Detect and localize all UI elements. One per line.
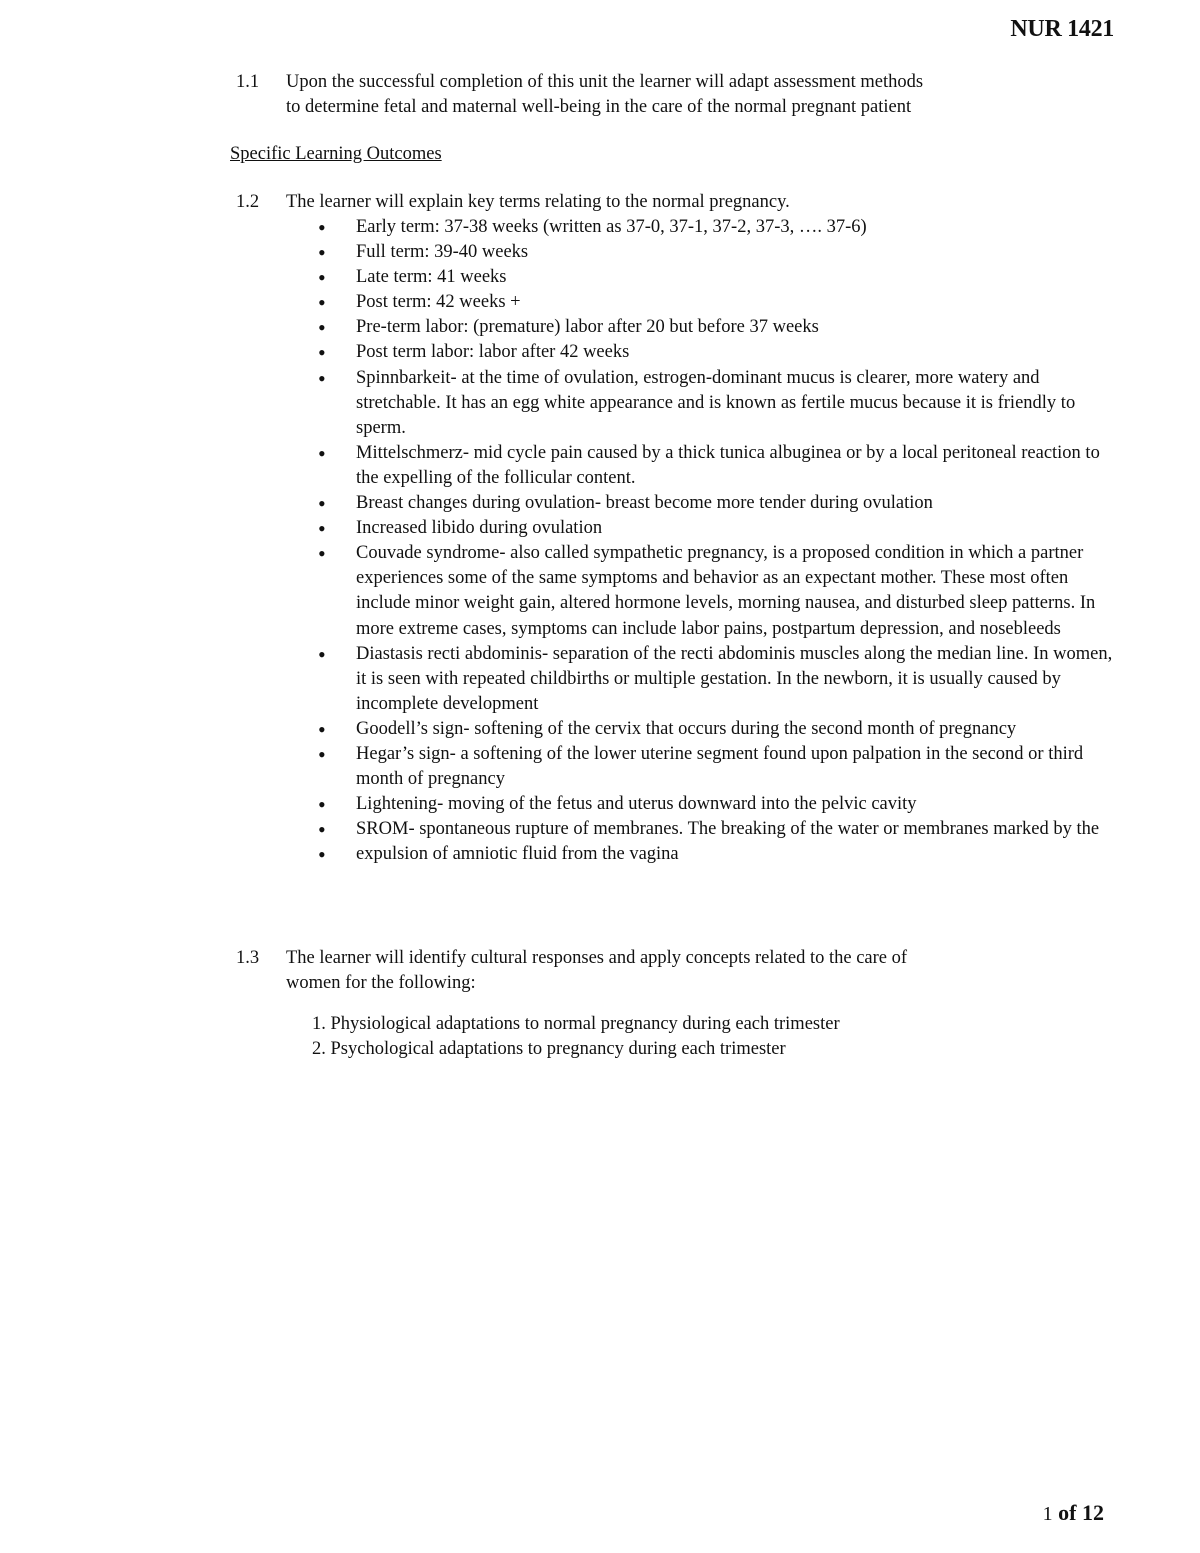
list-item: • Full term: 39-40 weeks [356, 240, 1116, 265]
list-item: • Hegar’s sign- a softening of the lower uterine segment found upon palpation in the second or third month of pregnancy [356, 742, 1116, 792]
key-terms-list [236, 215, 1116, 867]
list-item: 1. Physiological adaptations to normal pregnancy during each trimester [312, 1014, 840, 1034]
page-current: 1 [1042, 1503, 1053, 1525]
list-item: • Post term labor: labor after 42 weeks [356, 340, 1116, 365]
list-item: • Lightening- moving of the fetus and uterus downward into the pelvic cavity [356, 792, 1116, 817]
list-item: • expulsion of amniotic fluid from the vagina [356, 842, 1116, 867]
outcome-text [286, 946, 1116, 996]
page-number [1043, 1500, 1104, 1526]
list-item: • Increased libido during ovulation [356, 516, 1116, 541]
outcome-number: 1.2 [236, 192, 260, 212]
list-item: • Breast changes during ovulation- breast become more tender during ovulation [356, 491, 1116, 516]
outcome-line: The learner will identify cultural responses and apply concepts related to the care of [286, 948, 908, 968]
outcome-1-3 [236, 946, 1116, 1062]
adaptations-list [236, 1012, 1116, 1062]
page-total: of 12 [1058, 1500, 1104, 1525]
outcome-number: 1.1 [236, 72, 260, 92]
list-item: • Goodell’s sign- softening of the cervix that occurs during the second month of pregnancy [356, 717, 1116, 742]
list-item: • Pre-term labor: (premature) labor after 20 but before 37 weeks [356, 315, 1116, 340]
list-item: • Post term: 42 weeks + [356, 290, 1116, 315]
specific-learning-outcomes-heading: Specific Learning Outcomes [230, 144, 442, 164]
outcome-text [286, 70, 1116, 120]
outcome-text: The learner will explain key terms relating to the normal pregnancy. [286, 192, 790, 212]
outcome-line: Upon the successful completion of this unit the learner will adapt assessment methods [286, 72, 924, 92]
outcome-line: to determine fetal and maternal well-being in the care of the normal pregnant patient [286, 97, 912, 117]
list-item: • Late term: 41 weeks [356, 265, 1116, 290]
list-item: • Early term: 37-38 weeks (written as 37-0, 37-1, 37-2, 37-3, …. 37-6) [356, 215, 1116, 240]
list-item: • Spinnbarkeit- at the time of ovulation, estrogen-dominant mucus is clearer, more watery and stretchable. It has an egg white appearance and is known as fertile mucus because it is friendly to sperm. [356, 366, 1116, 441]
list-item: • SROM- spontaneous rupture of membranes. The breaking of the water or membranes marked by the [356, 817, 1116, 842]
outcome-line: women for the following: [286, 973, 476, 993]
list-item: • Couvade syndrome- also called sympathetic pregnancy, is a proposed condition in which a partner experiences some of the same symptoms and behavior as an expectant mother. These most often include minor weight gain, altered hormone levels, morning nausea, and disturbed sleep patterns. In more extreme cases, symptoms can include labor pains, postpartum depression, and nosebleeds [356, 541, 1116, 641]
outcome-1-2 [236, 190, 1116, 867]
list-item: 2. Psychological adaptations to pregnancy during each trimester [312, 1039, 786, 1059]
course-code-header: NUR 1421 [1010, 16, 1114, 42]
outcome-1-1 [236, 70, 1116, 120]
list-item: • Diastasis recti abdominis- separation of the recti abdominis muscles along the median line. In women, it is seen with repeated childbirths or multiple gestation. In the newborn, it is usually caused by incomplete development [356, 642, 1116, 717]
list-item: • Mittelschmerz- mid cycle pain caused by a thick tunica albuginea or by a local peritoneal reaction to the expelling of the follicular content. [356, 441, 1116, 491]
outcome-number: 1.3 [236, 948, 260, 968]
